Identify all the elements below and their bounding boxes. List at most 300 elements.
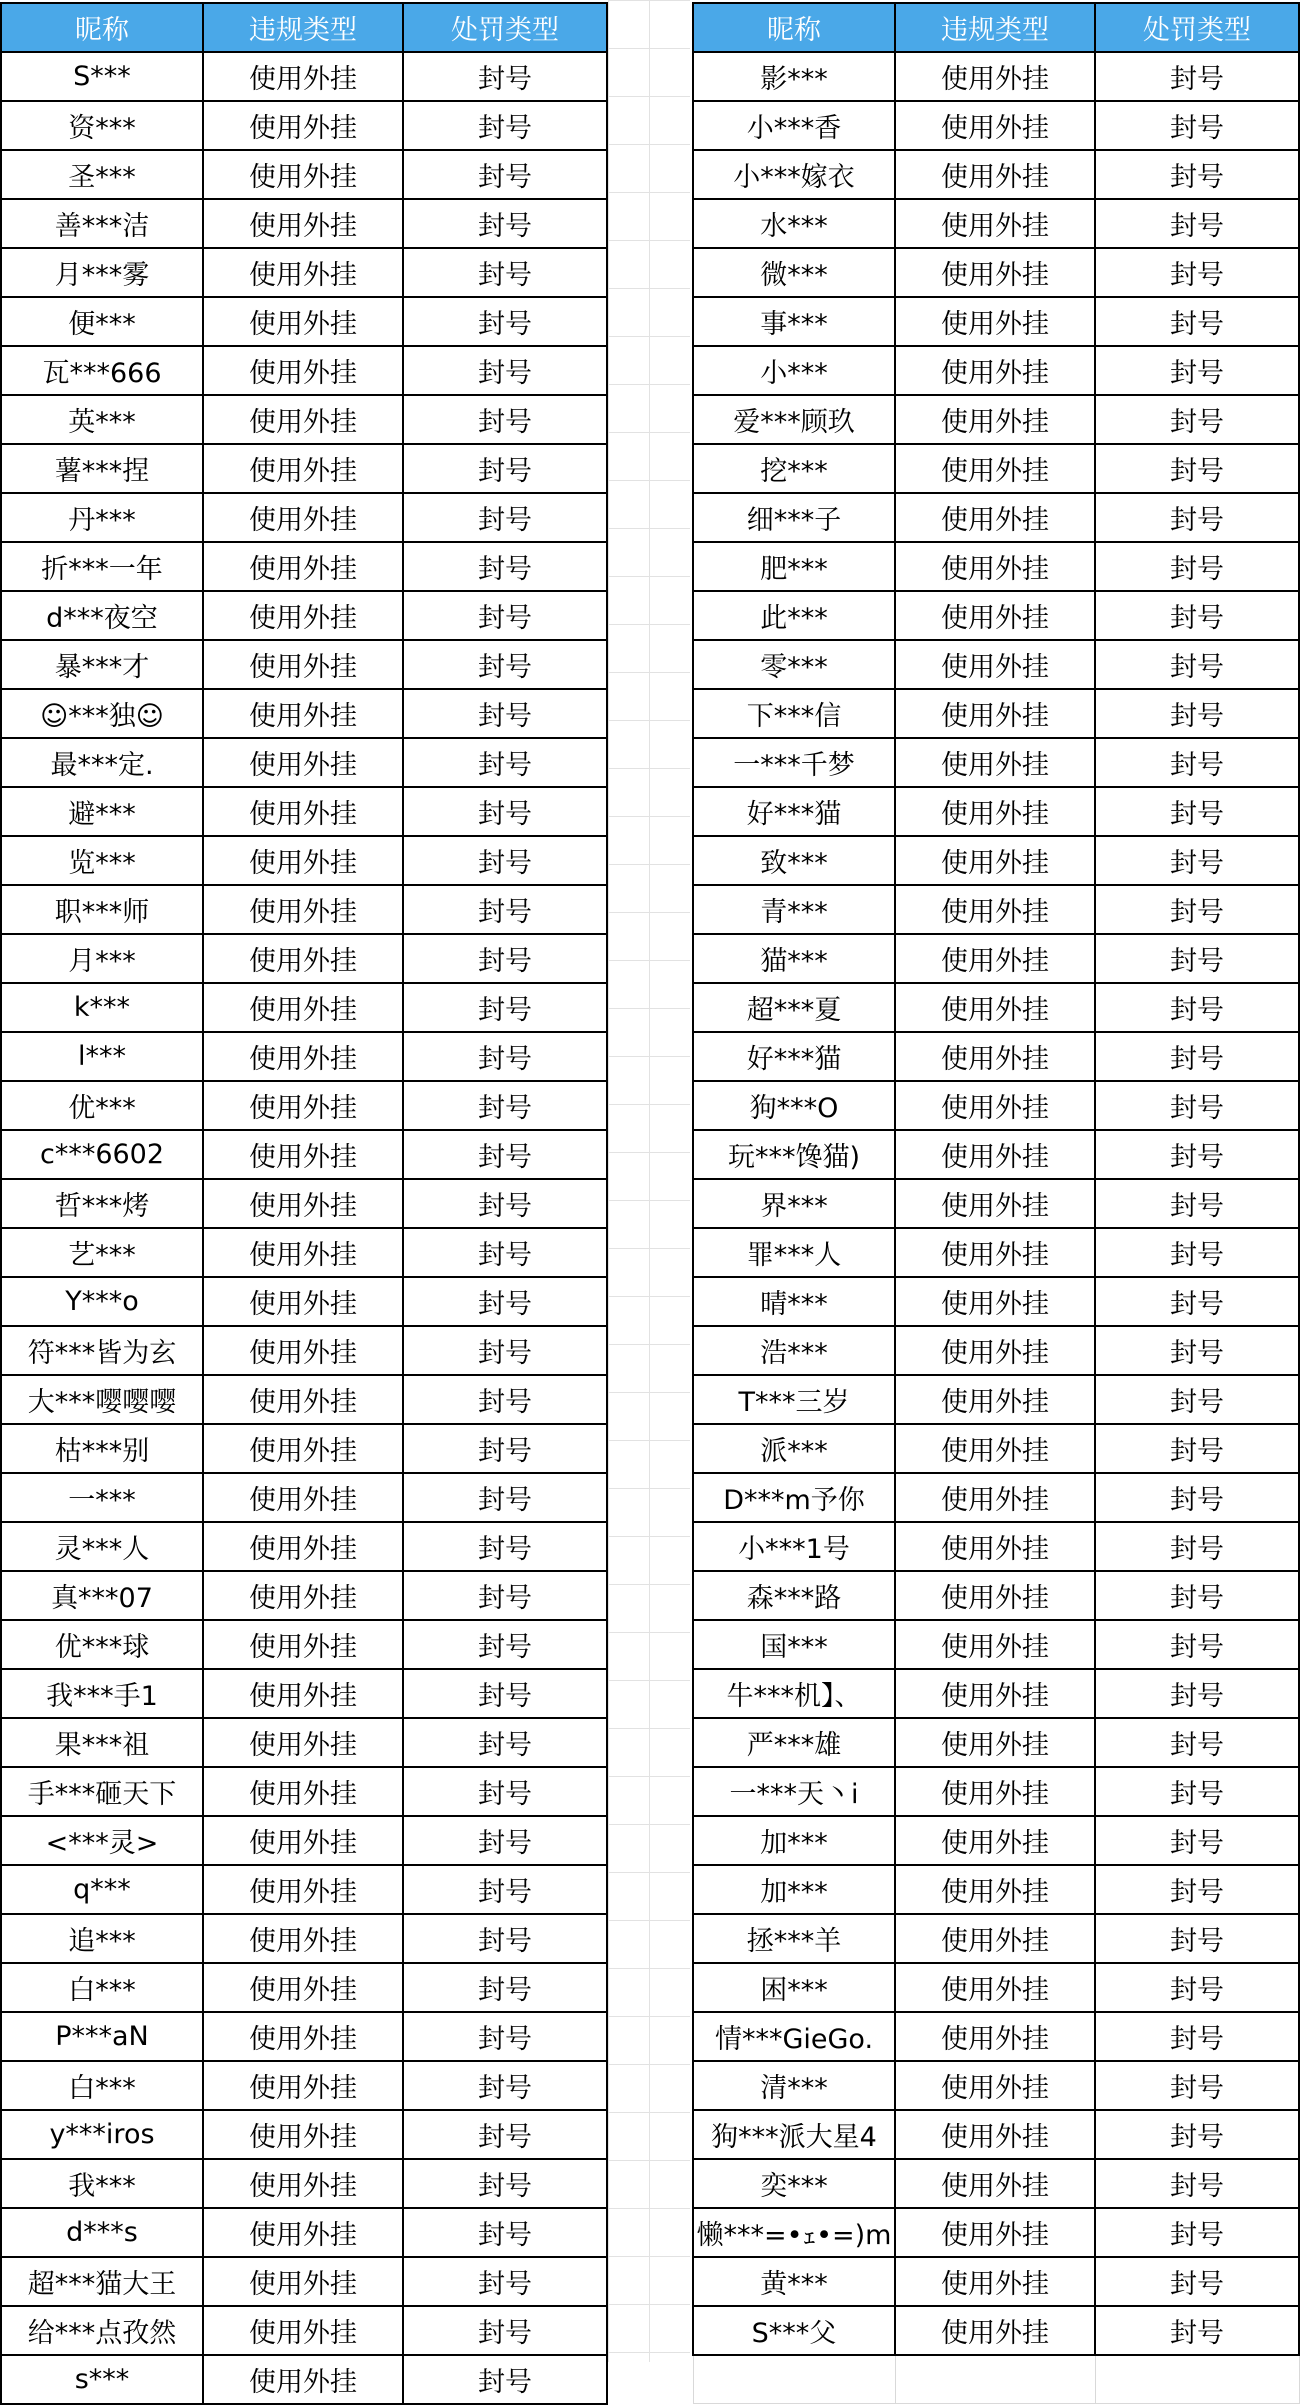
cell-nickname: 致*** [693, 836, 895, 885]
cell-violation-type: 使用外挂 [895, 836, 1095, 885]
table-row [693, 101, 1299, 150]
header-penalty-type: 处罚类型 [1095, 3, 1299, 52]
table-row [693, 1375, 1299, 1424]
cell-penalty-type: 封号 [403, 1718, 607, 1767]
cell-violation-type: 使用外挂 [895, 1179, 1095, 1228]
cell-penalty-type: 封号 [1095, 1375, 1299, 1424]
cell-nickname: 一***千梦 [693, 738, 895, 787]
table-row [693, 1767, 1299, 1816]
cell-violation-type: 使用外挂 [203, 542, 403, 591]
table-row [693, 395, 1299, 444]
cell-penalty-type: 封号 [1095, 1522, 1299, 1571]
table-row [1, 1228, 607, 1277]
cell-violation-type: 使用外挂 [203, 836, 403, 885]
cell-nickname: 情***GieGo. [693, 2012, 895, 2061]
cell-penalty-type: 封号 [403, 1326, 607, 1375]
cell-nickname: 最***定. [1, 738, 203, 787]
table-row [693, 689, 1299, 738]
cell-violation-type: 使用外挂 [203, 1718, 403, 1767]
cell-nickname: 瓦***666 [1, 346, 203, 395]
table-row [1, 1914, 607, 1963]
cell-penalty-type: 封号 [1095, 1620, 1299, 1669]
table-row [693, 493, 1299, 542]
table-row [693, 983, 1299, 1032]
cell-nickname: 浩*** [693, 1326, 895, 1375]
table-row [1, 836, 607, 885]
cell-penalty-type: 封号 [403, 1081, 607, 1130]
cell-nickname: P***aN [1, 2012, 203, 2061]
cell-penalty-type: 封号 [403, 1228, 607, 1277]
cell-violation-type: 使用外挂 [203, 199, 403, 248]
cell-penalty-type: 封号 [403, 591, 607, 640]
cell-nickname: 小*** [693, 346, 895, 395]
cell-penalty-type: 封号 [1095, 2061, 1299, 2110]
cell-nickname: 派*** [693, 1424, 895, 1473]
cell-penalty-type: 封号 [403, 542, 607, 591]
cell-nickname: 拯***羊 [693, 1914, 895, 1963]
cell-violation-type: 使用外挂 [895, 787, 1095, 836]
cell-nickname: 职***师 [1, 885, 203, 934]
cell-nickname: d***夜空 [1, 591, 203, 640]
cell-nickname: k*** [1, 983, 203, 1032]
cell-violation-type: 使用外挂 [203, 493, 403, 542]
table-row [1, 199, 607, 248]
table-row [693, 1571, 1299, 1620]
cell-violation-type: 使用外挂 [895, 1081, 1095, 1130]
cell-violation-type: 使用外挂 [203, 1277, 403, 1326]
cell-penalty-type: 封号 [403, 738, 607, 787]
table-row [1, 395, 607, 444]
table-row [1, 2355, 607, 2404]
cell-penalty-type: 封号 [403, 395, 607, 444]
table-row [693, 2306, 1299, 2355]
cell-penalty-type: 封号 [403, 444, 607, 493]
cell-nickname: 牛***机】、 [693, 1669, 895, 1718]
cell-nickname: 好***猫 [693, 1032, 895, 1081]
cell-nickname: 艺*** [1, 1228, 203, 1277]
cell-penalty-type: 封号 [403, 2208, 607, 2257]
cell-nickname: 月*** [1, 934, 203, 983]
cell-penalty-type: 封号 [1095, 395, 1299, 444]
table-row [693, 52, 1299, 101]
cell-penalty-type: 封号 [1095, 1424, 1299, 1473]
cell-penalty-type: 封号 [1095, 885, 1299, 934]
cell-nickname: 微*** [693, 248, 895, 297]
cell-nickname: 真***07 [1, 1571, 203, 1620]
cell-penalty-type: 封号 [1095, 248, 1299, 297]
cell-violation-type: 使用外挂 [895, 1669, 1095, 1718]
cell-penalty-type: 封号 [1095, 1179, 1299, 1228]
cell-penalty-type: 封号 [403, 836, 607, 885]
cell-violation-type: 使用外挂 [203, 640, 403, 689]
cell-violation-type: 使用外挂 [203, 934, 403, 983]
cell-nickname: 水*** [693, 199, 895, 248]
cell-nickname: S***父 [693, 2306, 895, 2355]
table-row [693, 1179, 1299, 1228]
cell-violation-type: 使用外挂 [203, 1375, 403, 1424]
cell-violation-type: 使用外挂 [895, 1326, 1095, 1375]
cell-violation-type: 使用外挂 [895, 395, 1095, 444]
table-row [693, 297, 1299, 346]
table-row [693, 1473, 1299, 1522]
cell-nickname: 哲***烤 [1, 1179, 203, 1228]
header-row [1, 3, 607, 52]
cell-penalty-type: 封号 [1095, 1865, 1299, 1914]
cell-nickname: 加*** [693, 1865, 895, 1914]
cell-nickname: 给***点孜然 [1, 2306, 203, 2355]
cell-nickname: 果***祖 [1, 1718, 203, 1767]
cell-violation-type: 使用外挂 [895, 248, 1095, 297]
cell-penalty-type: 封号 [403, 199, 607, 248]
table-row [1, 640, 607, 689]
cell-violation-type: 使用外挂 [203, 591, 403, 640]
cell-nickname: 超***夏 [693, 983, 895, 1032]
cell-violation-type: 使用外挂 [895, 2061, 1095, 2110]
cell-violation-type: 使用外挂 [895, 1571, 1095, 1620]
cell-violation-type: 使用外挂 [203, 2159, 403, 2208]
cell-violation-type: 使用外挂 [895, 1767, 1095, 1816]
table-row [1, 1424, 607, 1473]
cell-nickname: 暴***才 [1, 640, 203, 689]
cell-violation-type: 使用外挂 [203, 1424, 403, 1473]
cell-penalty-type: 封号 [403, 2159, 607, 2208]
cell-violation-type: 使用外挂 [895, 542, 1095, 591]
table-row [1, 444, 607, 493]
cell-violation-type: 使用外挂 [203, 346, 403, 395]
cell-penalty-type: 封号 [403, 640, 607, 689]
table-row [693, 591, 1299, 640]
cell-nickname: 罪***人 [693, 1228, 895, 1277]
cell-penalty-type: 封号 [1095, 444, 1299, 493]
cell-nickname: 圣*** [1, 150, 203, 199]
cell-nickname: 爱***顾玖 [693, 395, 895, 444]
cell-penalty-type: 封号 [403, 1473, 607, 1522]
cell-violation-type: 使用外挂 [895, 1963, 1095, 2012]
cell-penalty-type: 封号 [1095, 2208, 1299, 2257]
cell-penalty-type: 封号 [403, 1571, 607, 1620]
cell-violation-type: 使用外挂 [895, 983, 1095, 1032]
cell-violation-type: 使用外挂 [203, 150, 403, 199]
table-row [1, 689, 607, 738]
cell-penalty-type: 封号 [1095, 1963, 1299, 2012]
cell-penalty-type: 封号 [403, 934, 607, 983]
table-row [1, 1081, 607, 1130]
cell-penalty-type: 封号 [403, 1669, 607, 1718]
cell-nickname: 青*** [693, 885, 895, 934]
cell-violation-type: 使用外挂 [203, 738, 403, 787]
table-row [693, 248, 1299, 297]
cell-violation-type: 使用外挂 [203, 1914, 403, 1963]
cell-penalty-type: 封号 [1095, 493, 1299, 542]
cell-violation-type: 使用外挂 [203, 1816, 403, 1865]
cell-violation-type: 使用外挂 [203, 444, 403, 493]
cell-penalty-type: 封号 [1095, 297, 1299, 346]
cell-violation-type: 使用外挂 [895, 297, 1095, 346]
cell-violation-type: 使用外挂 [895, 934, 1095, 983]
cell-nickname: 界*** [693, 1179, 895, 1228]
table-row [1, 885, 607, 934]
cell-violation-type: 使用外挂 [203, 2110, 403, 2159]
cell-nickname: 我*** [1, 2159, 203, 2208]
table-row [1, 346, 607, 395]
table-row [1, 591, 607, 640]
cell-nickname: 灵***人 [1, 1522, 203, 1571]
cell-violation-type: 使用外挂 [203, 2012, 403, 2061]
table-row [693, 738, 1299, 787]
cell-nickname: 下***信 [693, 689, 895, 738]
cell-violation-type: 使用外挂 [203, 101, 403, 150]
cell-penalty-type: 封号 [1095, 934, 1299, 983]
cell-penalty-type: 封号 [1095, 2012, 1299, 2061]
header-penalty-type: 处罚类型 [403, 3, 607, 52]
cell-violation-type: 使用外挂 [895, 52, 1095, 101]
cell-nickname: s*** [1, 2355, 203, 2404]
table-row [693, 150, 1299, 199]
cell-violation-type: 使用外挂 [203, 297, 403, 346]
cell-penalty-type: 封号 [403, 1179, 607, 1228]
table-row [1, 52, 607, 101]
cell-penalty-type: 封号 [1095, 836, 1299, 885]
cell-penalty-type: 封号 [403, 2306, 607, 2355]
table-row [1, 1963, 607, 2012]
cell-violation-type: 使用外挂 [203, 395, 403, 444]
cell-penalty-type: 封号 [403, 885, 607, 934]
table-row [1, 2159, 607, 2208]
table-row [1, 248, 607, 297]
cell-nickname: 加*** [693, 1816, 895, 1865]
cell-penalty-type: 封号 [403, 1914, 607, 1963]
cell-violation-type: 使用外挂 [203, 2061, 403, 2110]
cell-penalty-type: 封号 [1095, 150, 1299, 199]
table-row [1, 101, 607, 150]
cell-penalty-type: 封号 [1095, 983, 1299, 1032]
cell-nickname: 览*** [1, 836, 203, 885]
cell-violation-type: 使用外挂 [203, 52, 403, 101]
cell-penalty-type: 封号 [403, 1032, 607, 1081]
empty-gridline-column [608, 0, 690, 2362]
cell-penalty-type: 封号 [1095, 346, 1299, 395]
cell-violation-type: 使用外挂 [203, 1865, 403, 1914]
cell-penalty-type: 封号 [403, 983, 607, 1032]
table-row [1, 1816, 607, 1865]
cell-violation-type: 使用外挂 [203, 2208, 403, 2257]
cell-nickname: 枯***别 [1, 1424, 203, 1473]
table-row [1, 1277, 607, 1326]
cell-violation-type: 使用外挂 [895, 1032, 1095, 1081]
cell-violation-type: 使用外挂 [895, 199, 1095, 248]
cell-violation-type: 使用外挂 [895, 2159, 1095, 2208]
cell-violation-type: 使用外挂 [203, 2257, 403, 2306]
cell-penalty-type: 封号 [403, 1620, 607, 1669]
cell-penalty-type: 封号 [403, 346, 607, 395]
cell-nickname: 一***天丶i [693, 1767, 895, 1816]
cell-nickname: l*** [1, 1032, 203, 1081]
cell-nickname: 月***雾 [1, 248, 203, 297]
table-row [1, 1326, 607, 1375]
table-row [693, 2257, 1299, 2306]
cell-nickname: 优*** [1, 1081, 203, 1130]
table-row [1, 1473, 607, 1522]
cell-penalty-type: 封号 [403, 297, 607, 346]
cell-nickname: 大***嘤嘤嘤 [1, 1375, 203, 1424]
table-row [693, 934, 1299, 983]
table-row [1, 2257, 607, 2306]
cell-penalty-type: 封号 [403, 2257, 607, 2306]
table-row [693, 2159, 1299, 2208]
cell-violation-type: 使用外挂 [203, 1963, 403, 2012]
cell-penalty-type: 封号 [403, 1277, 607, 1326]
cell-violation-type: 使用外挂 [203, 1032, 403, 1081]
cell-violation-type: 使用外挂 [895, 1522, 1095, 1571]
cell-violation-type: 使用外挂 [895, 493, 1095, 542]
cell-penalty-type: 封号 [403, 52, 607, 101]
cell-penalty-type: 封号 [403, 1130, 607, 1179]
cell-nickname: 狗***派大星4 [693, 2110, 895, 2159]
table-row [693, 885, 1299, 934]
cell-penalty-type: 封号 [1095, 101, 1299, 150]
cell-violation-type: 使用外挂 [203, 983, 403, 1032]
cell-penalty-type: 封号 [403, 1424, 607, 1473]
cell-penalty-type: 封号 [403, 1963, 607, 2012]
cell-nickname: d***s [1, 2208, 203, 2257]
cell-violation-type: 使用外挂 [203, 1571, 403, 1620]
cell-penalty-type: 封号 [1095, 2110, 1299, 2159]
table-row [1, 1669, 607, 1718]
cell-nickname: 手***砸天下 [1, 1767, 203, 1816]
cell-nickname: 折***一年 [1, 542, 203, 591]
table-row [693, 2012, 1299, 2061]
header-violation-type: 违规类型 [895, 3, 1095, 52]
table-row [693, 1081, 1299, 1130]
cell-penalty-type: 封号 [403, 1767, 607, 1816]
cell-violation-type: 使用外挂 [203, 689, 403, 738]
cell-nickname: ☺***独☺ [1, 689, 203, 738]
cell-penalty-type: 封号 [403, 2061, 607, 2110]
table-row [693, 346, 1299, 395]
cell-nickname: 追*** [1, 1914, 203, 1963]
cell-violation-type: 使用外挂 [895, 101, 1095, 150]
cell-penalty-type: 封号 [1095, 542, 1299, 591]
cell-violation-type: 使用外挂 [895, 1424, 1095, 1473]
cell-nickname: y***iros [1, 2110, 203, 2159]
cell-violation-type: 使用外挂 [895, 2208, 1095, 2257]
cell-nickname: 森***路 [693, 1571, 895, 1620]
table-row [1, 1865, 607, 1914]
cell-nickname: 便*** [1, 297, 203, 346]
header-violation-type: 违规类型 [203, 3, 403, 52]
cell-nickname: <***灵> [1, 1816, 203, 1865]
cell-nickname: 薯***捏 [1, 444, 203, 493]
left-penalty-table [0, 2, 608, 2405]
cell-penalty-type: 封号 [403, 787, 607, 836]
cell-nickname: 奕*** [693, 2159, 895, 2208]
cell-nickname: 严***雄 [693, 1718, 895, 1767]
cell-nickname: 清*** [693, 2061, 895, 2110]
table-row [693, 1620, 1299, 1669]
cell-penalty-type: 封号 [403, 2110, 607, 2159]
table-row [693, 1424, 1299, 1473]
table-row [693, 1277, 1299, 1326]
cell-penalty-type: 封号 [403, 2355, 607, 2404]
cell-violation-type: 使用外挂 [895, 738, 1095, 787]
table-row [693, 2061, 1299, 2110]
table-row [1, 1375, 607, 1424]
cell-violation-type: 使用外挂 [895, 1473, 1095, 1522]
cell-nickname: 猫*** [693, 934, 895, 983]
cell-nickname: 黄*** [693, 2257, 895, 2306]
table-row [693, 1963, 1299, 2012]
cell-violation-type: 使用外挂 [895, 1816, 1095, 1865]
cell-violation-type: 使用外挂 [203, 1473, 403, 1522]
cell-penalty-type: 封号 [403, 101, 607, 150]
cell-violation-type: 使用外挂 [895, 2257, 1095, 2306]
table-row [693, 1718, 1299, 1767]
cell-penalty-type: 封号 [1095, 1669, 1299, 1718]
cell-nickname: 懒***=•ｪ•=)m [693, 2208, 895, 2257]
cell-violation-type: 使用外挂 [895, 591, 1095, 640]
cell-violation-type: 使用外挂 [203, 1669, 403, 1718]
cell-penalty-type: 封号 [1095, 1277, 1299, 1326]
table-row [1, 150, 607, 199]
cell-penalty-type: 封号 [1095, 1081, 1299, 1130]
cell-nickname: 国*** [693, 1620, 895, 1669]
header-row [693, 3, 1299, 52]
cell-nickname: 玩***馋猫) [693, 1130, 895, 1179]
cell-nickname: 小***嫁衣 [693, 150, 895, 199]
cell-violation-type: 使用外挂 [895, 885, 1095, 934]
cell-violation-type: 使用外挂 [203, 1326, 403, 1375]
empty-row [693, 2355, 1299, 2404]
table-row [1, 2061, 607, 2110]
cell-nickname: 小***香 [693, 101, 895, 150]
cell-violation-type: 使用外挂 [203, 2355, 403, 2404]
cell-penalty-type: 封号 [1095, 1571, 1299, 1620]
cell-nickname: 影*** [693, 52, 895, 101]
cell-penalty-type: 封号 [403, 2012, 607, 2061]
cell-nickname: 狗***O [693, 1081, 895, 1130]
cell-penalty-type: 封号 [1095, 1326, 1299, 1375]
table-row [1, 297, 607, 346]
empty-cell [895, 2355, 1095, 2404]
cell-nickname: 晴*** [693, 1277, 895, 1326]
cell-nickname: 一*** [1, 1473, 203, 1522]
cell-nickname: 挖*** [693, 444, 895, 493]
cell-penalty-type: 封号 [403, 493, 607, 542]
header-nickname: 昵称 [693, 3, 895, 52]
cell-penalty-type: 封号 [403, 248, 607, 297]
table-row [1, 738, 607, 787]
table-row [1, 2306, 607, 2355]
cell-penalty-type: 封号 [1095, 787, 1299, 836]
cell-violation-type: 使用外挂 [203, 2306, 403, 2355]
cell-nickname: 细***子 [693, 493, 895, 542]
header-nickname: 昵称 [1, 3, 203, 52]
cell-violation-type: 使用外挂 [203, 885, 403, 934]
cell-violation-type: 使用外挂 [895, 1914, 1095, 1963]
table-row [693, 199, 1299, 248]
table-row [693, 640, 1299, 689]
cell-nickname: Y***o [1, 1277, 203, 1326]
table-row [693, 1130, 1299, 1179]
cell-nickname: 白*** [1, 2061, 203, 2110]
cell-nickname: D***m予你 [693, 1473, 895, 1522]
cell-penalty-type: 封号 [403, 689, 607, 738]
cell-nickname: 困*** [693, 1963, 895, 2012]
cell-penalty-type: 封号 [1095, 199, 1299, 248]
cell-violation-type: 使用外挂 [203, 1130, 403, 1179]
cell-penalty-type: 封号 [1095, 1816, 1299, 1865]
cell-nickname: c***6602 [1, 1130, 203, 1179]
